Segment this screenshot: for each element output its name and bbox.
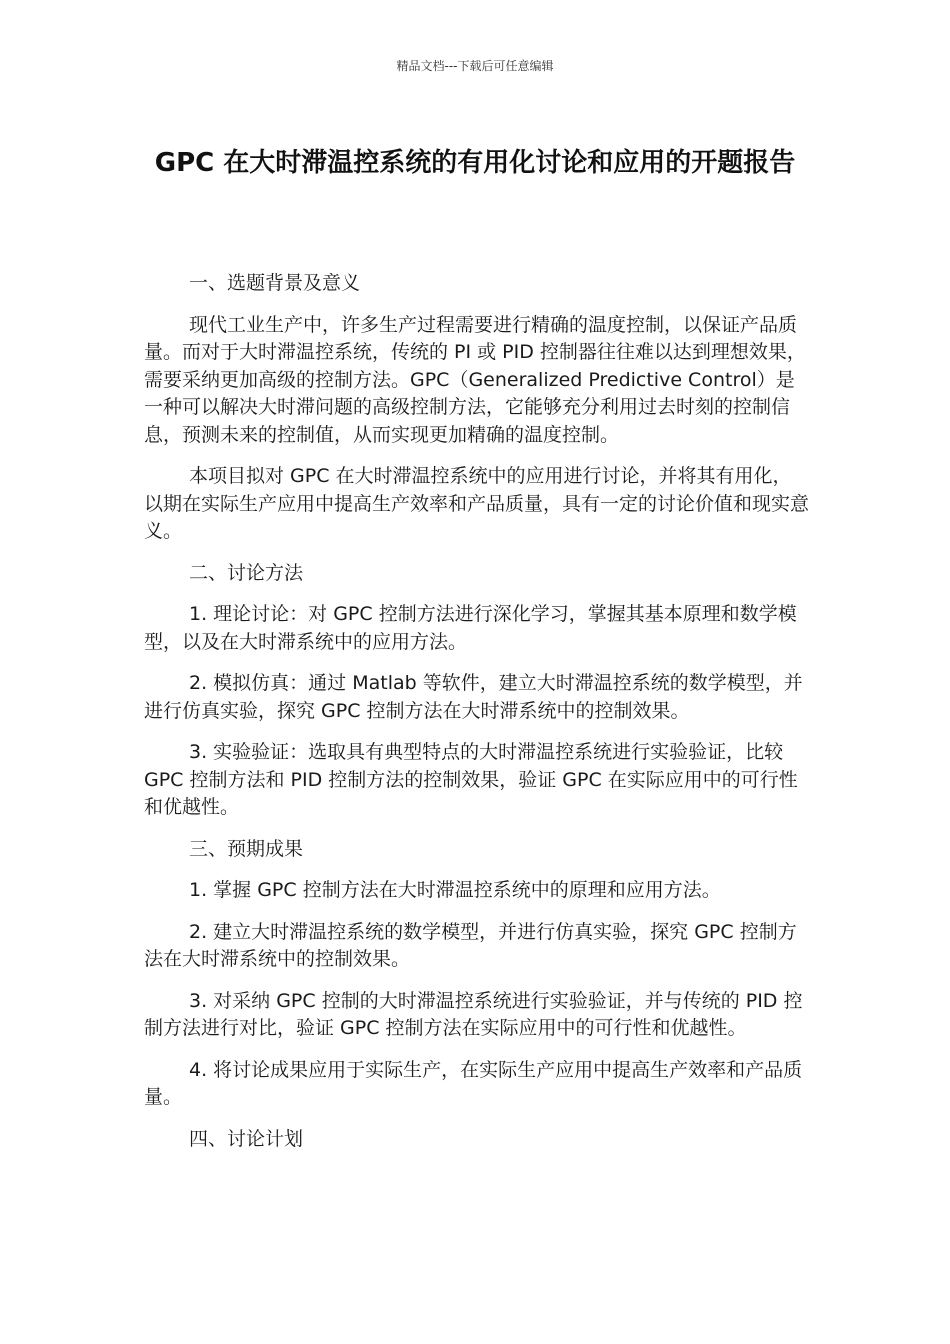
section-heading-results: 三、预期成果 <box>189 837 304 860</box>
paragraph-result-1: 1. 掌握 GPC 控制方法在大时滞温控系统中的原理和应用方法。 <box>189 879 721 901</box>
document-body <box>144 270 810 1167</box>
paragraph-result-2: 2. 建立大时滞温控系统的数学模型，并进行仿真实验，探究 GPC 控制方法在大时滞系统中的控制效果。 <box>144 920 797 970</box>
paragraph-method-2: 2. 模拟仿真：通过 Matlab 等软件，建立大时滞温控系统的数学模型，并进行仿真实验，探究 GPC 控制方法在大时滞系统中的控制效果。 <box>144 672 803 722</box>
section-heading-background: 一、选题背景及意义 <box>189 272 361 294</box>
paragraph-method-3: 3. 实验验证：选取具有典型特点的大时滞温控系统进行实验验证，比较 GPC 控制方法和 PID 控制方法的控制效果，验证 GPC 在实际应用中的可行性和优越性。 <box>144 741 798 818</box>
header-note: 精品文档---下载后可任意编辑 <box>396 59 554 73</box>
paragraph-result-4: 4. 将讨论成果应用于实际生产，在实际生产应用中提高生产效率和产品质量。 <box>144 1058 803 1108</box>
paragraph-background-2: 本项目拟对 GPC 在大时滞温控系统中的应用进行讨论，并将其有用化，以期在实际生产应用中提高生产效率和产品质量，具有一定的讨论价值和现实意义。 <box>144 465 810 542</box>
paragraph-result-3: 3. 对采纳 GPC 控制的大时滞温控系统进行实验验证，并与传统的 PID 控制方法进行对比，验证 GPC 控制方法在实际应用中的可行性和优越性。 <box>144 989 803 1039</box>
paragraph-method-1: 1. 理论讨论：对 GPC 控制方法进行深化学习，掌握其基本原理和数学模型，以及在大时滞系统中的应用方法。 <box>144 603 797 653</box>
section-heading-methods: 二、讨论方法 <box>189 561 304 584</box>
document-title: GPC 在大时滞温控系统的有用化讨论和应用的开题报告 <box>154 148 796 178</box>
paragraph-background-1: 现代工业生产中，许多生产过程需要进行精确的温度控制，以保证产品质量。而对于大时滞温控系统，传统的 PI 或 PID 控制器往往难以达到理想效果，需要采纳更加高级的控制方法。GPC（Generalized Predictive Control）是一种可以解决大时滞问题的高级控制方法，它能够充分利用过去时刻的控制信息，预测未来的控制值，从而实现更加精确的温度控制。 <box>144 313 806 446</box>
section-heading-plan: 四、讨论计划 <box>189 1127 304 1150</box>
